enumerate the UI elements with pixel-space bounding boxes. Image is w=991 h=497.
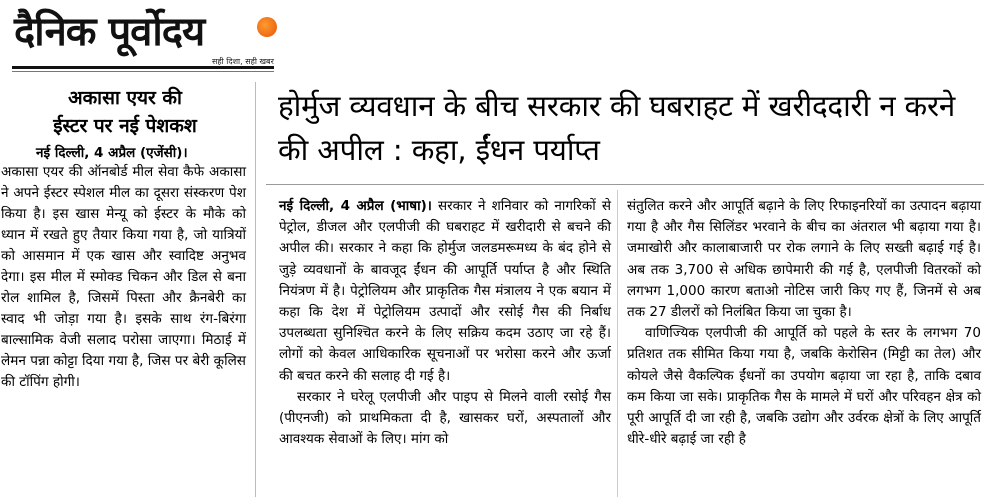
column-divider: [255, 82, 256, 497]
main-story-dateline: नई दिल्ली, 4 अप्रैल (भाषा)।: [279, 198, 432, 214]
masthead: [14, 6, 276, 68]
side-story-body: अकासा एयर की ऑनबोर्ड मील सेवा कैफे अकासा ने अपने ईस्टर स्पेशल मील का दूसरा संस्करण पेश किया है। इस खास मेन्यू को ईस्टर के मौके को ध्यान में रखते हुए तैयार किया गया है, जो यात्रियों को आसमान में एक खास और स्वादिष्ट अनुभव देगा। इस मील में स्मोक्ड चिकन और डिल से बना रोल शामिल है, जिसमें पिस्ता और क्रैनबेरी का स्वाद भी जोड़ा गया है। इसके साथ रंग-बिरंगा बाल्सामिक वेजी सलाद परोसा जाएगा। मिठाई में लेमन पन्ना कोट्टा दिया गया है, जिस पर बेरी कूलिस की टॉपिंग होगी।: [1, 164, 246, 390]
side-story-title: [0, 84, 250, 140]
headline-rule: [266, 184, 984, 185]
masthead-rule: [12, 66, 274, 69]
main-headline: होर्मुज व्यवधान के बीच सरकार की घबराहट में खरीददारी न करने की अपील : कहा, ईंधन पर्याप्त: [278, 89, 956, 167]
newspaper-logo: दैनिक पूर्वोदय: [14, 8, 205, 55]
main-story-column-2: [627, 196, 981, 450]
side-story-title-line1: अकासा एयर की: [68, 87, 182, 109]
masthead-rule-thin: [12, 71, 274, 72]
rising-sun-icon: [257, 17, 277, 37]
side-story-dateline: नई दिल्ली, 4 अप्रैल (एजेंसी)।: [36, 145, 188, 161]
column-divider: [617, 190, 618, 497]
main-story-paragraph-4: वाणिज्यिक एलपीजी की आपूर्ति को पहले के स्तर के लगभग 70 प्रतिशत तक सीमित किया गया है, जबकि केरोसिन (मिट्टी का तेल) और कोयले जैसे वैकल्पिक ईंधनों का उपयोग बढ़ाया जा रहा है, ताकि दबाव कम किया जा सके। प्राकृतिक गैस के मामले में घरों और परिवहन क्षेत्र को पूरी आपूर्ति दी जा रही है, जबकि उद्योग और उर्वरक क्षेत्रों के लिए आपूर्ति धीरे-धीरे बढ़ाई जा रही है: [627, 325, 981, 448]
main-story-paragraph-2: सरकार ने घरेलू एलपीजी और पाइप से मिलने वाली रसोई गैस (पीएनजी) को प्राथमिकता दी है, खासकर घरों, अस्पतालों और आवश्यक सेवाओं के लिए। मांग को: [279, 388, 611, 448]
main-story-lead: सरकार ने शनिवार को नागरिकों से पेट्रोल, डीजल और एलपीजी की घबराहट में खरीदारी से बचने की अपील की। सरकार ने कहा कि होर्मुज जलडमरूमध्य के बंद होने से जुड़े व्यवधानों के बावजूद ईंधन की आपूर्ति पर्याप्त है और स्थिति नियंत्रण में है। पेट्रोलियम और प्राकृतिक गैस मंत्रालय ने एक बयान में कहा कि देश में पेट्रोलियम उत्पादों और रसोई गैस की निर्बाध उपलब्धता सुनिश्चित करने के लिए सक्रिय कदम उठाए जा रहे हैं। लोगों को केवल आधिकारिक सूचनाओं पर भरोसा करने और ऊर्जा की बचत करने की सलाह दी गई है।: [279, 198, 611, 384]
main-story-column-1: [279, 196, 611, 450]
masthead-tagline: सही दिशा, सही खबर: [212, 57, 274, 66]
main-story-paragraph-1: [279, 196, 611, 387]
side-story-title-line2: ईस्टर पर नई पेशकश: [53, 115, 197, 137]
side-story: [0, 82, 250, 497]
main-story-paragraph-3: संतुलित करने और आपूर्ति बढ़ाने के लिए रिफाइनरियों का उत्पादन बढ़ाया गया है और गैस सिलिंडर भरवाने के बीच का अंतराल भी बढ़ाया गया है। जमाखोरी और कालाबाजारी पर रोक लगाने के लिए सख्ती बढ़ाई गई है। अब तक 3,700 से अधिक छापेमारी की गई है, एलपीजी वितरकों को लगभग 1,000 कारण बताओ नोटिस जारी किए गए हैं, जिनमें से अब तक 27 डीलरों को निलंबित किया जा चुका है।: [627, 198, 981, 321]
